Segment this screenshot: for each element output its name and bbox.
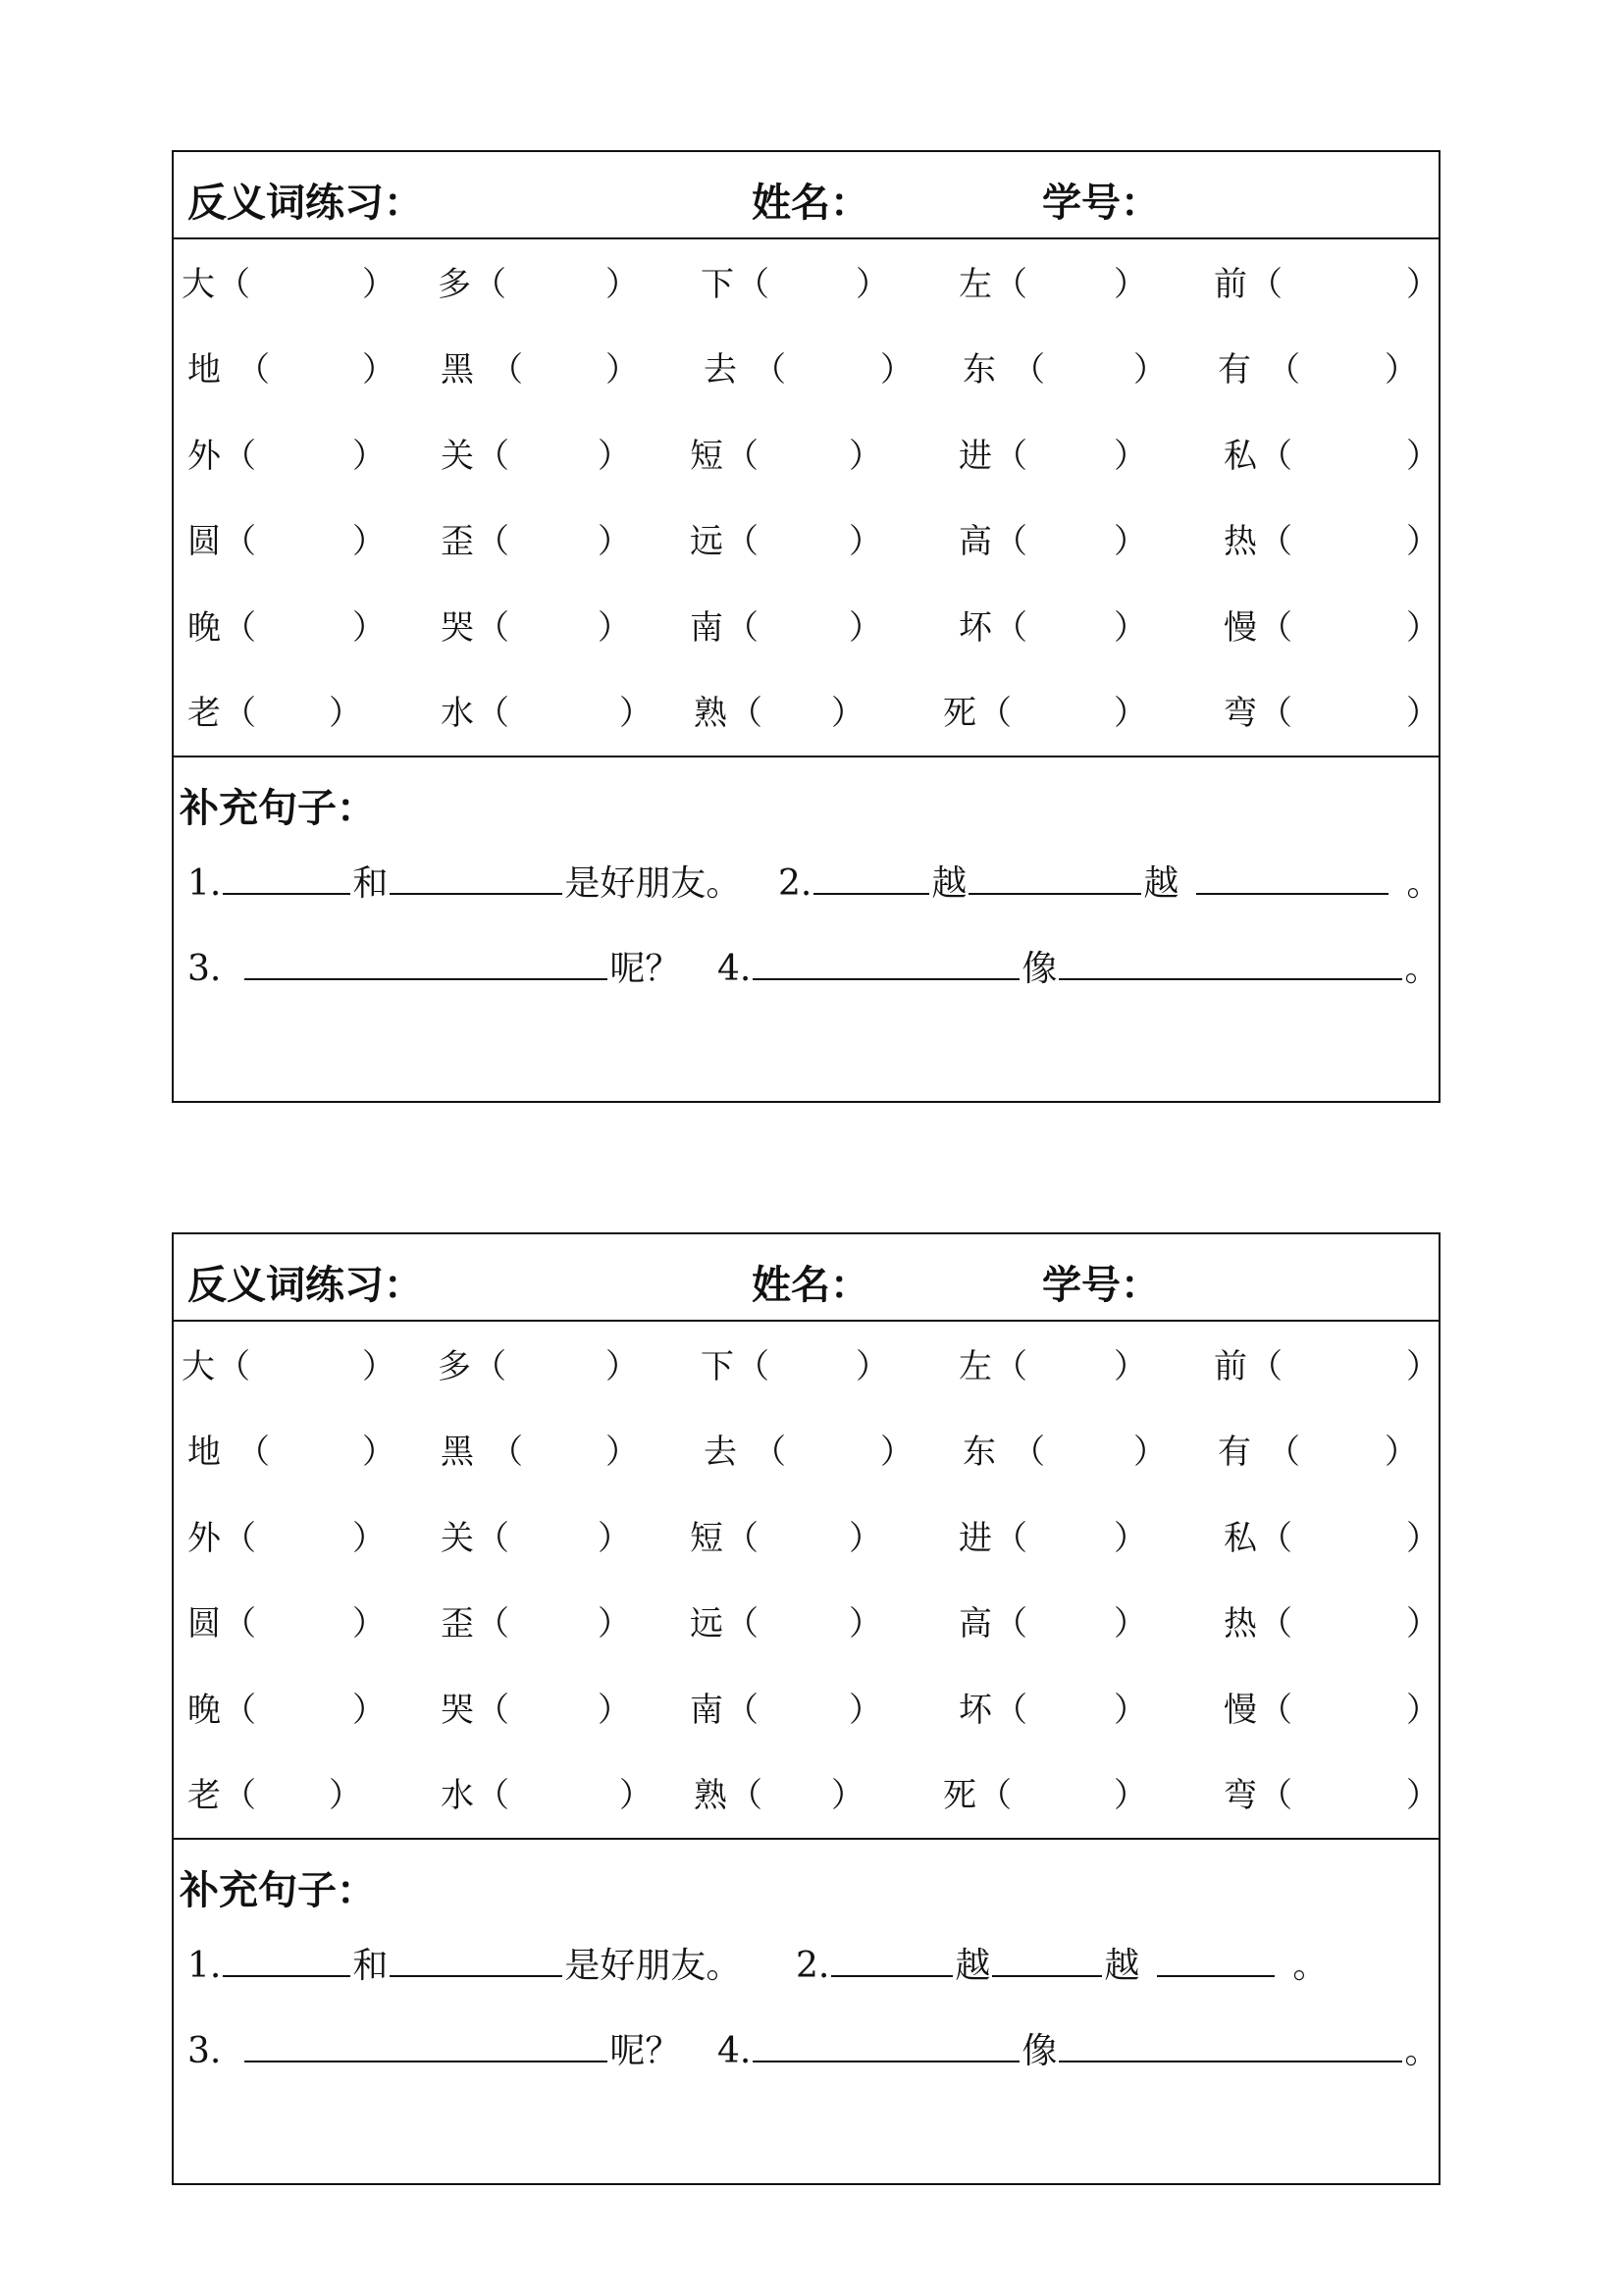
answer-paren-open[interactable]: （ <box>223 608 256 648</box>
sentence-section-title: 补充句子： <box>180 1867 376 1913</box>
answer-paren-close[interactable]: ） <box>1406 522 1440 561</box>
antonym-word: 有 <box>1218 1433 1251 1472</box>
sentence-2-yue-1: 越 <box>931 863 968 904</box>
sentence-2-blank-a[interactable] <box>813 863 929 895</box>
antonym-word: 晚 <box>187 608 221 648</box>
answer-paren-open[interactable]: （ <box>736 265 769 304</box>
answer-paren-open[interactable]: （ <box>223 522 256 561</box>
answer-paren-close[interactable]: ） <box>880 350 914 390</box>
worksheet-card-1 <box>172 150 1441 1103</box>
antonym-word: 多 <box>438 1347 471 1386</box>
antonym-grid <box>174 239 1439 757</box>
sentence-2-blank-c[interactable] <box>1196 863 1388 895</box>
answer-paren-close[interactable]: ） <box>1114 1519 1147 1558</box>
answer-paren-open[interactable]: （ <box>217 1347 250 1386</box>
antonym-word: 哭 <box>441 608 474 648</box>
antonym-word: 南 <box>690 1691 723 1730</box>
answer-paren-close[interactable]: ） <box>880 1433 914 1472</box>
answer-paren-open[interactable]: （ <box>1259 694 1292 733</box>
answer-paren-open[interactable]: （ <box>1012 1433 1045 1472</box>
answer-paren-open[interactable]: （ <box>473 1347 506 1386</box>
antonym-word: 歪 <box>441 522 474 561</box>
sentence-4-blank-b[interactable] <box>1059 949 1402 980</box>
name-label: 姓名： <box>752 1262 869 1308</box>
antonym-word: 圆 <box>187 1604 221 1644</box>
answer-paren-close[interactable]: ） <box>849 1604 882 1644</box>
antonym-word: 热 <box>1224 522 1257 561</box>
answer-paren-open[interactable]: （ <box>994 437 1027 476</box>
antonym-word: 熟 <box>694 1776 727 1815</box>
answer-paren-open[interactable]: （ <box>490 350 523 390</box>
antonym-word: 晚 <box>187 1691 221 1730</box>
answer-paren-close[interactable]: ） <box>856 265 889 304</box>
answer-paren-close[interactable]: ） <box>1114 608 1147 648</box>
answer-paren-close[interactable]: ） <box>1114 522 1147 561</box>
answer-paren-open[interactable]: （ <box>725 1691 759 1730</box>
answer-paren-close[interactable]: ） <box>598 1691 631 1730</box>
sentence-4-blank-a[interactable] <box>753 2031 1020 2062</box>
sentence-1-ending: 是好朋友。 <box>564 1946 742 1986</box>
answer-paren-open[interactable]: （ <box>994 608 1027 648</box>
antonym-word: 进 <box>959 1519 992 1558</box>
sentence-2-period: 。 <box>1292 1946 1329 1986</box>
answer-paren-open[interactable]: （ <box>223 1519 256 1558</box>
answer-paren-open[interactable]: （ <box>994 265 1027 304</box>
sentence-3-number: 3. <box>187 949 222 989</box>
antonym-word: 死 <box>943 694 976 733</box>
antonym-word: 哭 <box>441 1691 474 1730</box>
sentence-line-2 <box>796 1938 1328 1988</box>
answer-paren-close[interactable]: ） <box>831 1776 864 1815</box>
answer-paren-open[interactable]: （ <box>490 1433 523 1472</box>
answer-paren-close[interactable]: ） <box>362 1433 395 1472</box>
answer-paren-close[interactable]: ） <box>1406 1776 1440 1815</box>
answer-paren-close[interactable]: ） <box>362 350 395 390</box>
worksheet-title: 反义词练习： <box>187 180 423 226</box>
answer-paren-close[interactable]: ） <box>362 265 395 304</box>
answer-paren-open[interactable]: （ <box>1249 1347 1283 1386</box>
sentence-1-ending: 是好朋友。 <box>564 863 742 904</box>
antonym-word: 慢 <box>1224 608 1257 648</box>
answer-paren-close[interactable]: ） <box>1133 350 1167 390</box>
sentence-line-4 <box>717 941 1440 991</box>
answer-paren-open[interactable]: （ <box>476 437 509 476</box>
antonym-word: 前 <box>1214 265 1247 304</box>
answer-paren-close[interactable]: ） <box>598 1519 631 1558</box>
answer-paren-close[interactable]: ） <box>849 1519 882 1558</box>
answer-paren-close[interactable]: ） <box>1406 694 1440 733</box>
answer-paren-open[interactable]: （ <box>1259 437 1292 476</box>
sentence-line-3 <box>187 2023 680 2073</box>
antonym-word: 水 <box>441 694 474 733</box>
sentence-section <box>174 1840 1439 2185</box>
answer-paren-close[interactable]: ） <box>849 437 882 476</box>
answer-paren-close[interactable]: ） <box>1114 1347 1147 1386</box>
answer-paren-close[interactable]: ） <box>605 1347 639 1386</box>
answer-paren-open[interactable]: （ <box>1259 522 1292 561</box>
answer-paren-open[interactable]: （ <box>476 522 509 561</box>
answer-paren-close[interactable]: ） <box>352 1519 386 1558</box>
antonym-word: 短 <box>690 437 723 476</box>
answer-paren-open[interactable]: （ <box>978 1776 1012 1815</box>
answer-paren-open[interactable]: （ <box>223 437 256 476</box>
answer-paren-open[interactable]: （ <box>1259 608 1292 648</box>
antonym-row <box>174 1596 1439 1655</box>
antonym-word: 热 <box>1224 1604 1257 1644</box>
sentence-4-blank-b[interactable] <box>1059 2031 1402 2062</box>
answer-paren-close[interactable]: ） <box>856 1347 889 1386</box>
sentence-2-blank-c[interactable] <box>1157 1946 1275 1977</box>
sentence-3-blank[interactable] <box>244 949 607 980</box>
answer-paren-open[interactable]: （ <box>476 1604 509 1644</box>
sentence-1-blank-a[interactable] <box>223 863 350 895</box>
sentence-4-number: 4. <box>717 949 752 989</box>
answer-paren-open[interactable]: （ <box>1012 350 1045 390</box>
sentence-1-blank-b[interactable] <box>390 863 562 895</box>
answer-paren-close[interactable]: ） <box>849 1691 882 1730</box>
answer-paren-open[interactable]: （ <box>725 1604 759 1644</box>
answer-paren-open[interactable]: （ <box>476 1519 509 1558</box>
antonym-word: 短 <box>690 1519 723 1558</box>
antonym-word: 高 <box>959 1604 992 1644</box>
sentence-3-number: 3. <box>187 2031 222 2071</box>
answer-paren-open[interactable]: （ <box>994 1604 1027 1644</box>
answer-paren-open[interactable]: （ <box>725 1519 759 1558</box>
antonym-row <box>174 514 1439 573</box>
answer-paren-close[interactable]: ） <box>598 437 631 476</box>
answer-paren-close[interactable]: ） <box>329 1776 362 1815</box>
answer-paren-open[interactable]: （ <box>725 437 759 476</box>
sentence-2-number: 2. <box>796 1946 830 1986</box>
sentence-2-blank-a[interactable] <box>831 1946 953 1977</box>
answer-paren-open[interactable]: （ <box>736 1347 769 1386</box>
sentence-1-number: 1. <box>187 863 222 904</box>
sentence-1-and: 和 <box>352 863 389 904</box>
answer-paren-close[interactable]: ） <box>605 265 639 304</box>
answer-paren-close[interactable]: ） <box>598 1604 631 1644</box>
sentence-2-period: 。 <box>1406 863 1442 904</box>
worksheet-card-2 <box>172 1232 1441 2185</box>
answer-paren-close[interactable]: ） <box>619 694 653 733</box>
antonym-word: 黑 <box>441 1433 474 1472</box>
answer-paren-close[interactable]: ） <box>362 1347 395 1386</box>
answer-paren-close[interactable]: ） <box>1385 350 1418 390</box>
answer-paren-close[interactable]: ） <box>1406 265 1440 304</box>
answer-paren-close[interactable]: ） <box>1114 1604 1147 1644</box>
sentence-2-yue-2: 越 <box>1104 1946 1140 1986</box>
answer-paren-close[interactable]: ） <box>605 350 639 390</box>
answer-paren-close[interactable]: ） <box>849 522 882 561</box>
sentence-1-blank-b[interactable] <box>390 1946 562 1977</box>
antonym-word: 下 <box>701 1347 734 1386</box>
antonym-word: 慢 <box>1224 1691 1257 1730</box>
sentence-1-number: 1. <box>187 1946 222 1986</box>
antonym-word: 关 <box>441 1519 474 1558</box>
antonym-word: 关 <box>441 437 474 476</box>
answer-paren-open[interactable]: （ <box>236 1433 270 1472</box>
antonym-word: 有 <box>1218 350 1251 390</box>
antonym-word: 东 <box>963 350 996 390</box>
answer-paren-open[interactable]: （ <box>236 350 270 390</box>
sentence-2-yue-1: 越 <box>955 1946 991 1986</box>
antonym-row <box>174 600 1439 659</box>
answer-paren-close[interactable]: ） <box>1406 1519 1440 1558</box>
sentence-2-yue-2: 越 <box>1143 863 1179 904</box>
answer-paren-open[interactable]: （ <box>1267 350 1300 390</box>
antonym-word: 高 <box>959 522 992 561</box>
student-id-label: 学号： <box>1042 1262 1160 1308</box>
answer-paren-open[interactable]: （ <box>473 265 506 304</box>
antonym-row <box>174 1425 1439 1484</box>
answer-paren-open[interactable]: （ <box>223 694 256 733</box>
answer-paren-close[interactable]: ） <box>831 694 864 733</box>
answer-paren-close[interactable]: ） <box>1114 437 1147 476</box>
antonym-grid <box>174 1322 1439 1840</box>
sentence-4-number: 4. <box>717 2031 752 2071</box>
sentence-section-title: 补充句子： <box>180 785 376 831</box>
answer-paren-open[interactable]: （ <box>223 1691 256 1730</box>
answer-paren-open[interactable]: （ <box>223 1776 256 1815</box>
antonym-word: 私 <box>1224 1519 1257 1558</box>
answer-paren-close[interactable]: ） <box>598 608 631 648</box>
answer-paren-open[interactable]: （ <box>476 1776 509 1815</box>
answer-paren-close[interactable]: ） <box>1133 1433 1167 1472</box>
answer-paren-close[interactable]: ） <box>352 522 386 561</box>
answer-paren-close[interactable]: ） <box>352 1604 386 1644</box>
antonym-word: 南 <box>690 608 723 648</box>
name-label: 姓名： <box>752 180 869 226</box>
sentence-line-3 <box>187 941 680 991</box>
sentence-4-period: 。 <box>1404 2031 1441 2071</box>
antonym-word: 水 <box>441 1776 474 1815</box>
answer-paren-open[interactable]: （ <box>217 265 250 304</box>
antonym-word: 大 <box>182 265 215 304</box>
answer-paren-open[interactable]: （ <box>476 694 509 733</box>
answer-paren-open[interactable]: （ <box>994 1347 1027 1386</box>
antonym-word: 弯 <box>1224 1776 1257 1815</box>
answer-paren-close[interactable]: ） <box>1114 1691 1147 1730</box>
answer-paren-open[interactable]: （ <box>753 350 786 390</box>
answer-paren-close[interactable]: ） <box>1385 1433 1418 1472</box>
antonym-word: 外 <box>187 1519 221 1558</box>
answer-paren-open[interactable]: （ <box>476 608 509 648</box>
antonym-word: 东 <box>963 1433 996 1472</box>
antonym-word: 老 <box>187 1776 221 1815</box>
sentence-3-ending: 呢？ <box>609 2031 681 2071</box>
antonym-word: 圆 <box>187 522 221 561</box>
antonym-word: 地 <box>187 1433 221 1472</box>
answer-paren-open[interactable]: （ <box>1259 1691 1292 1730</box>
antonym-word: 前 <box>1214 1347 1247 1386</box>
antonym-word: 远 <box>690 522 723 561</box>
sentence-section <box>174 757 1442 1103</box>
sentence-4-xiang: 像 <box>1022 949 1058 989</box>
sentence-2-number: 2. <box>778 863 812 904</box>
antonym-word: 远 <box>690 1604 723 1644</box>
antonym-word: 去 <box>704 1433 737 1472</box>
answer-paren-close[interactable]: ） <box>849 608 882 648</box>
antonym-word: 熟 <box>694 694 727 733</box>
antonym-word: 坏 <box>959 608 992 648</box>
antonym-word: 黑 <box>441 350 474 390</box>
antonym-word: 坏 <box>959 1691 992 1730</box>
antonym-word: 老 <box>187 694 221 733</box>
antonym-word: 私 <box>1224 437 1257 476</box>
sentence-2-blank-b[interactable] <box>969 863 1141 895</box>
antonym-word: 地 <box>187 350 221 390</box>
answer-paren-open[interactable]: （ <box>1249 265 1283 304</box>
answer-paren-open[interactable]: （ <box>476 1691 509 1730</box>
antonym-word: 多 <box>438 265 471 304</box>
antonym-word: 歪 <box>441 1604 474 1644</box>
antonym-word: 下 <box>701 265 734 304</box>
answer-paren-open[interactable]: （ <box>978 694 1012 733</box>
antonym-row <box>174 1768 1439 1827</box>
answer-paren-open[interactable]: （ <box>729 1776 762 1815</box>
sentence-1-and: 和 <box>352 1946 389 1986</box>
worksheet-header <box>174 1234 1439 1322</box>
answer-paren-close[interactable]: ） <box>605 1433 639 1472</box>
answer-paren-close[interactable]: ） <box>1406 608 1440 648</box>
answer-paren-open[interactable]: （ <box>1259 1604 1292 1644</box>
sentence-1-blank-a[interactable] <box>223 1946 350 1977</box>
worksheet-header <box>174 152 1439 239</box>
answer-paren-open[interactable]: （ <box>994 1519 1027 1558</box>
answer-paren-open[interactable]: （ <box>725 522 759 561</box>
antonym-word: 去 <box>704 350 737 390</box>
answer-paren-close[interactable]: ） <box>1114 1776 1147 1815</box>
antonym-row <box>174 1511 1439 1570</box>
answer-paren-open[interactable]: （ <box>994 522 1027 561</box>
sentence-4-xiang: 像 <box>1022 2031 1058 2071</box>
antonym-row <box>174 429 1439 488</box>
worksheet-title: 反义词练习： <box>187 1262 423 1308</box>
answer-paren-open[interactable]: （ <box>223 1604 256 1644</box>
sentence-line-2 <box>778 856 1441 906</box>
antonym-word: 弯 <box>1224 694 1257 733</box>
antonym-row <box>174 257 1439 316</box>
answer-paren-open[interactable]: （ <box>1259 1519 1292 1558</box>
answer-paren-close[interactable]: ） <box>598 522 631 561</box>
answer-paren-close[interactable]: ） <box>1114 265 1147 304</box>
antonym-word: 左 <box>959 265 992 304</box>
answer-paren-open[interactable]: （ <box>994 1691 1027 1730</box>
answer-paren-close[interactable]: ） <box>1406 1604 1440 1644</box>
antonym-word: 外 <box>187 437 221 476</box>
sentence-line-1 <box>187 856 741 906</box>
answer-paren-open[interactable]: （ <box>1267 1433 1300 1472</box>
antonym-row <box>174 686 1439 745</box>
answer-paren-open[interactable]: （ <box>753 1433 786 1472</box>
answer-paren-close[interactable]: ） <box>352 608 386 648</box>
answer-paren-close[interactable]: ） <box>329 694 362 733</box>
antonym-row <box>174 1339 1439 1398</box>
answer-paren-close[interactable]: ） <box>352 437 386 476</box>
antonym-word: 进 <box>959 437 992 476</box>
sentence-3-ending: 呢？ <box>609 949 681 989</box>
answer-paren-close[interactable]: ） <box>1406 1691 1440 1730</box>
antonym-row <box>174 342 1439 401</box>
answer-paren-close[interactable]: ） <box>1406 1347 1440 1386</box>
sentence-2-blank-b[interactable] <box>992 1946 1102 1977</box>
answer-paren-open[interactable]: （ <box>729 694 762 733</box>
sentence-line-1 <box>187 1938 741 1988</box>
answer-paren-close[interactable]: ） <box>1406 437 1440 476</box>
answer-paren-close[interactable]: ） <box>619 1776 653 1815</box>
antonym-word: 死 <box>943 1776 976 1815</box>
answer-paren-close[interactable]: ） <box>352 1691 386 1730</box>
sentence-4-blank-a[interactable] <box>753 949 1020 980</box>
answer-paren-open[interactable]: （ <box>1259 1776 1292 1815</box>
antonym-word: 左 <box>959 1347 992 1386</box>
student-id-label: 学号： <box>1042 180 1160 226</box>
answer-paren-open[interactable]: （ <box>725 608 759 648</box>
answer-paren-close[interactable]: ） <box>1114 694 1147 733</box>
sentence-4-period: 。 <box>1404 949 1441 989</box>
antonym-word: 大 <box>182 1347 215 1386</box>
antonym-row <box>174 1683 1439 1742</box>
sentence-line-4 <box>717 2023 1440 2073</box>
sentence-3-blank[interactable] <box>244 2031 607 2062</box>
